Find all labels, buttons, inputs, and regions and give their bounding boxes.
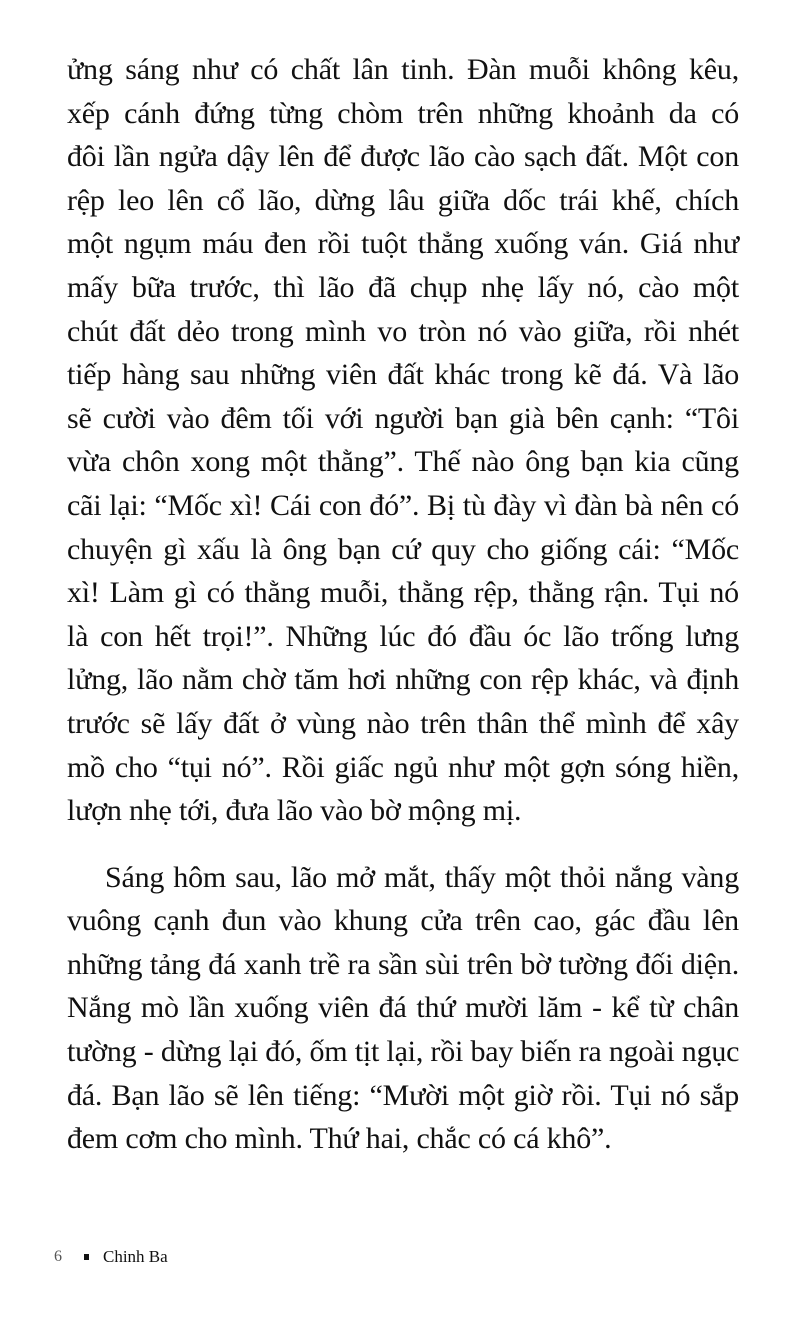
- page-number: 6: [54, 1248, 62, 1265]
- text-line: rệp leo lên cổ lão, dừng lâu giữa dốc trái khế, chích: [67, 183, 739, 217]
- running-title: Chinh Ba: [103, 1247, 168, 1266]
- text-line: trước sẽ lấy đất ở vùng nào trên thân thể mình để xây: [67, 706, 739, 740]
- text-line: tường - dừng lại đó, ốm tịt lại, rồi bay biến ra ngoài ngục: [67, 1035, 740, 1069]
- text-line: lượn nhẹ tới, đưa lão vào bờ mộng mị.: [67, 794, 522, 828]
- text-line: đá. Bạn lão sẽ lên tiếng: “Mười một giờ rồi. Tụi nó sắp: [67, 1078, 739, 1112]
- text-line: đôi lần ngửa dậy lên để được lão cào sạch đất. Một con: [67, 140, 739, 174]
- text-line: những tảng đá xanh trề ra sần sùi trên bờ tường đối diện.: [67, 947, 739, 981]
- text-line: mấy bữa trước, thì lão đã chụp nhẹ lấy nó, cào một: [67, 270, 739, 304]
- text-line: vuông cạnh đun vào khung cửa trên cao, gác đầu lên: [67, 904, 739, 938]
- paragraph-2: [67, 856, 739, 1161]
- paragraph-spacer: [67, 833, 739, 856]
- text-line: xì! Làm gì có thằng muỗi, thằng rệp, thằng rận. Tụi nó: [67, 576, 739, 610]
- text-line: đem cơm cho mình. Thứ hai, chắc có cá khô”.: [67, 1122, 612, 1156]
- page-body: [67, 48, 739, 1161]
- text-line: ửng sáng như có chất lân tinh. Đàn muỗi không kêu,: [67, 53, 739, 86]
- text-line: xếp cánh đứng từng chòm trên những khoảnh da có: [67, 96, 739, 130]
- text-line: Nắng mò lần xuống viên đá thứ mười lăm - kể từ chân: [67, 991, 739, 1025]
- text-line: một ngụm máu đen rồi tuột thẳng xuống ván. Giá như: [67, 227, 739, 261]
- text-line: vừa chôn xong một thằng”. Thế nào ông bạn kia cũng: [67, 445, 739, 479]
- text-line: sẽ cười vào đêm tối với người bạn già bên cạnh: “Tôi: [67, 401, 739, 435]
- text-line: chút đất dẻo trong mình vo tròn nó vào giữa, rồi nhét: [67, 314, 739, 348]
- text-line: Sáng hôm sau, lão mở mắt, thấy một thỏi nắng vàng: [105, 860, 739, 894]
- text-line: lửng, lão nằm chờ tăm hơi những con rệp khác, và định: [67, 663, 739, 697]
- text-line: mồ cho “tụi nó”. Rồi giấc ngủ như một gợn sóng hiền,: [67, 750, 739, 784]
- text-line: là con hết trọi!”. Những lúc đó đầu óc lão trống lưng: [67, 619, 739, 653]
- text-line: chuyện gì xấu là ông bạn cứ quy cho giống cái: “Mốc: [67, 532, 739, 566]
- text-line: cãi lại: “Mốc xì! Cái con đó”. Bị tù đày vì đàn bà nên có: [67, 488, 739, 522]
- text-line: tiếp hàng sau những viên đất khác trong kẽ đá. Và lão: [67, 358, 739, 392]
- square-bullet-icon: [84, 1254, 89, 1260]
- page-footer: [54, 1247, 168, 1267]
- paragraph-1: [67, 48, 739, 833]
